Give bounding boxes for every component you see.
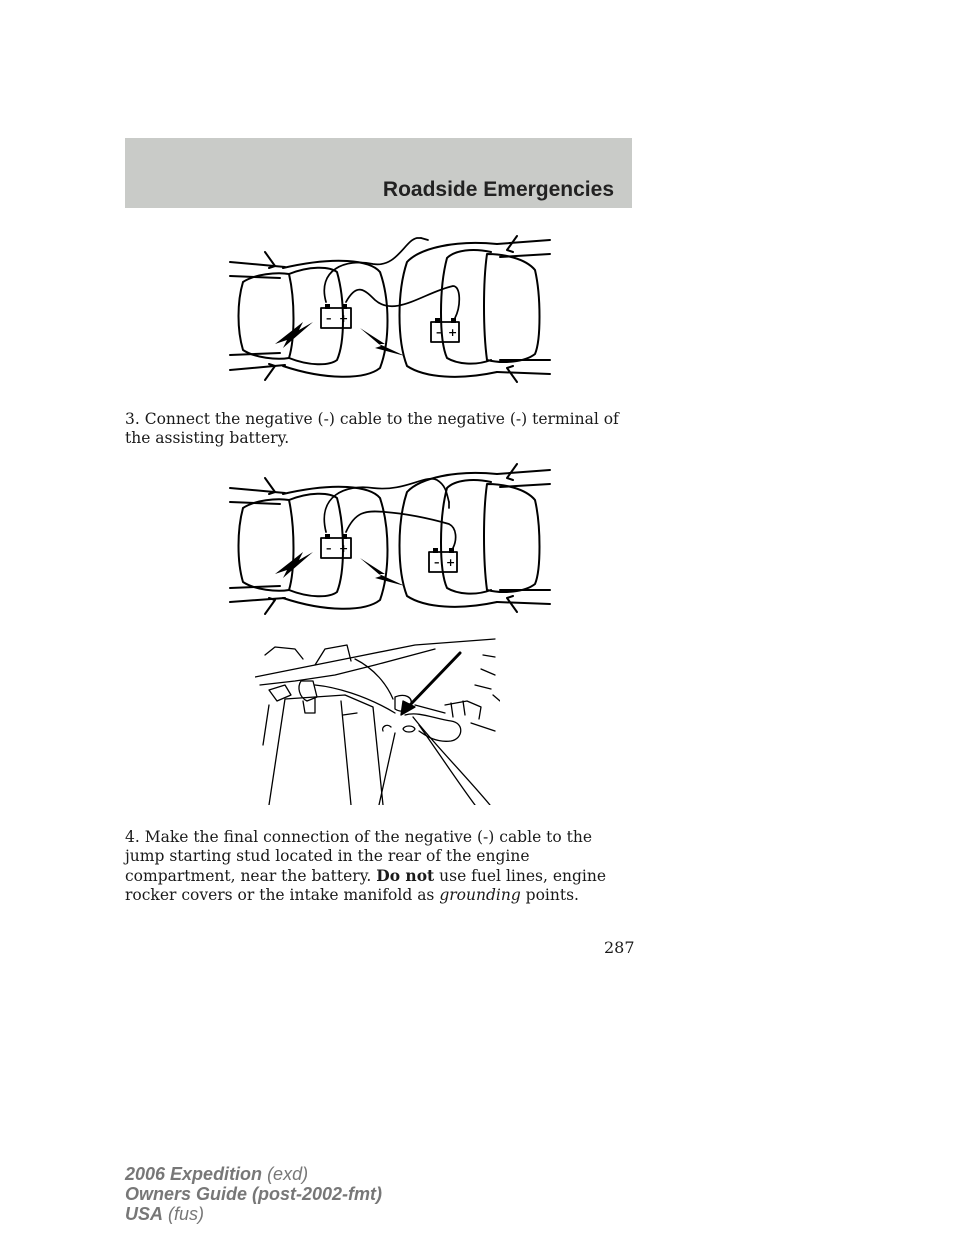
step-4-bold-warning: Do not [376,866,435,885]
battery-plus-label: + [448,326,458,339]
step-3-text: 3. Connect the negative (-) cable to the negative (-) terminal of the assisting battery. [125,410,619,447]
footer-market-code: (fus) [163,1204,205,1224]
battery-minus-label: – [326,312,332,325]
section-title: Roadside Emergencies [382,178,614,201]
battery-plus-label: + [446,556,456,569]
assisting-vehicle [400,236,551,382]
footer-model-code: (exd) [262,1164,309,1184]
battery-minus-label: – [434,556,440,569]
page-number: 287 [604,938,635,957]
section-header-band [125,138,632,208]
disabled-vehicle [230,252,388,380]
footer-market: USA [125,1204,164,1224]
battery-plus-label: + [339,542,349,555]
document-footer [125,1164,382,1224]
engine-compartment-illustration [255,635,500,805]
step-4-text-c: points. [520,886,579,904]
footer-model: 2006 Expedition [125,1164,263,1184]
battery-plus-label: + [339,312,349,325]
footer-guide: Owners Guide (post-2002-fmt) [125,1184,383,1204]
assisting-vehicle [400,464,551,612]
step-4-text-b: use fuel lines, engine rocker covers or the intake manifold as [125,867,607,904]
battery-minus-label: – [436,326,442,339]
jump-start-diagram-step2 [225,230,555,400]
disabled-vehicle [230,478,388,614]
step-4-italic-term: grounding [439,886,521,904]
step-4-text-a: 4. Make the final connection of the negative (-) cable to the jump starting stud located in the rear of the engine compartment, near the battery. [125,828,593,885]
step-4-text [125,828,625,905]
battery-minus-label: – [326,542,332,555]
jump-start-diagram-step3 [225,460,555,630]
